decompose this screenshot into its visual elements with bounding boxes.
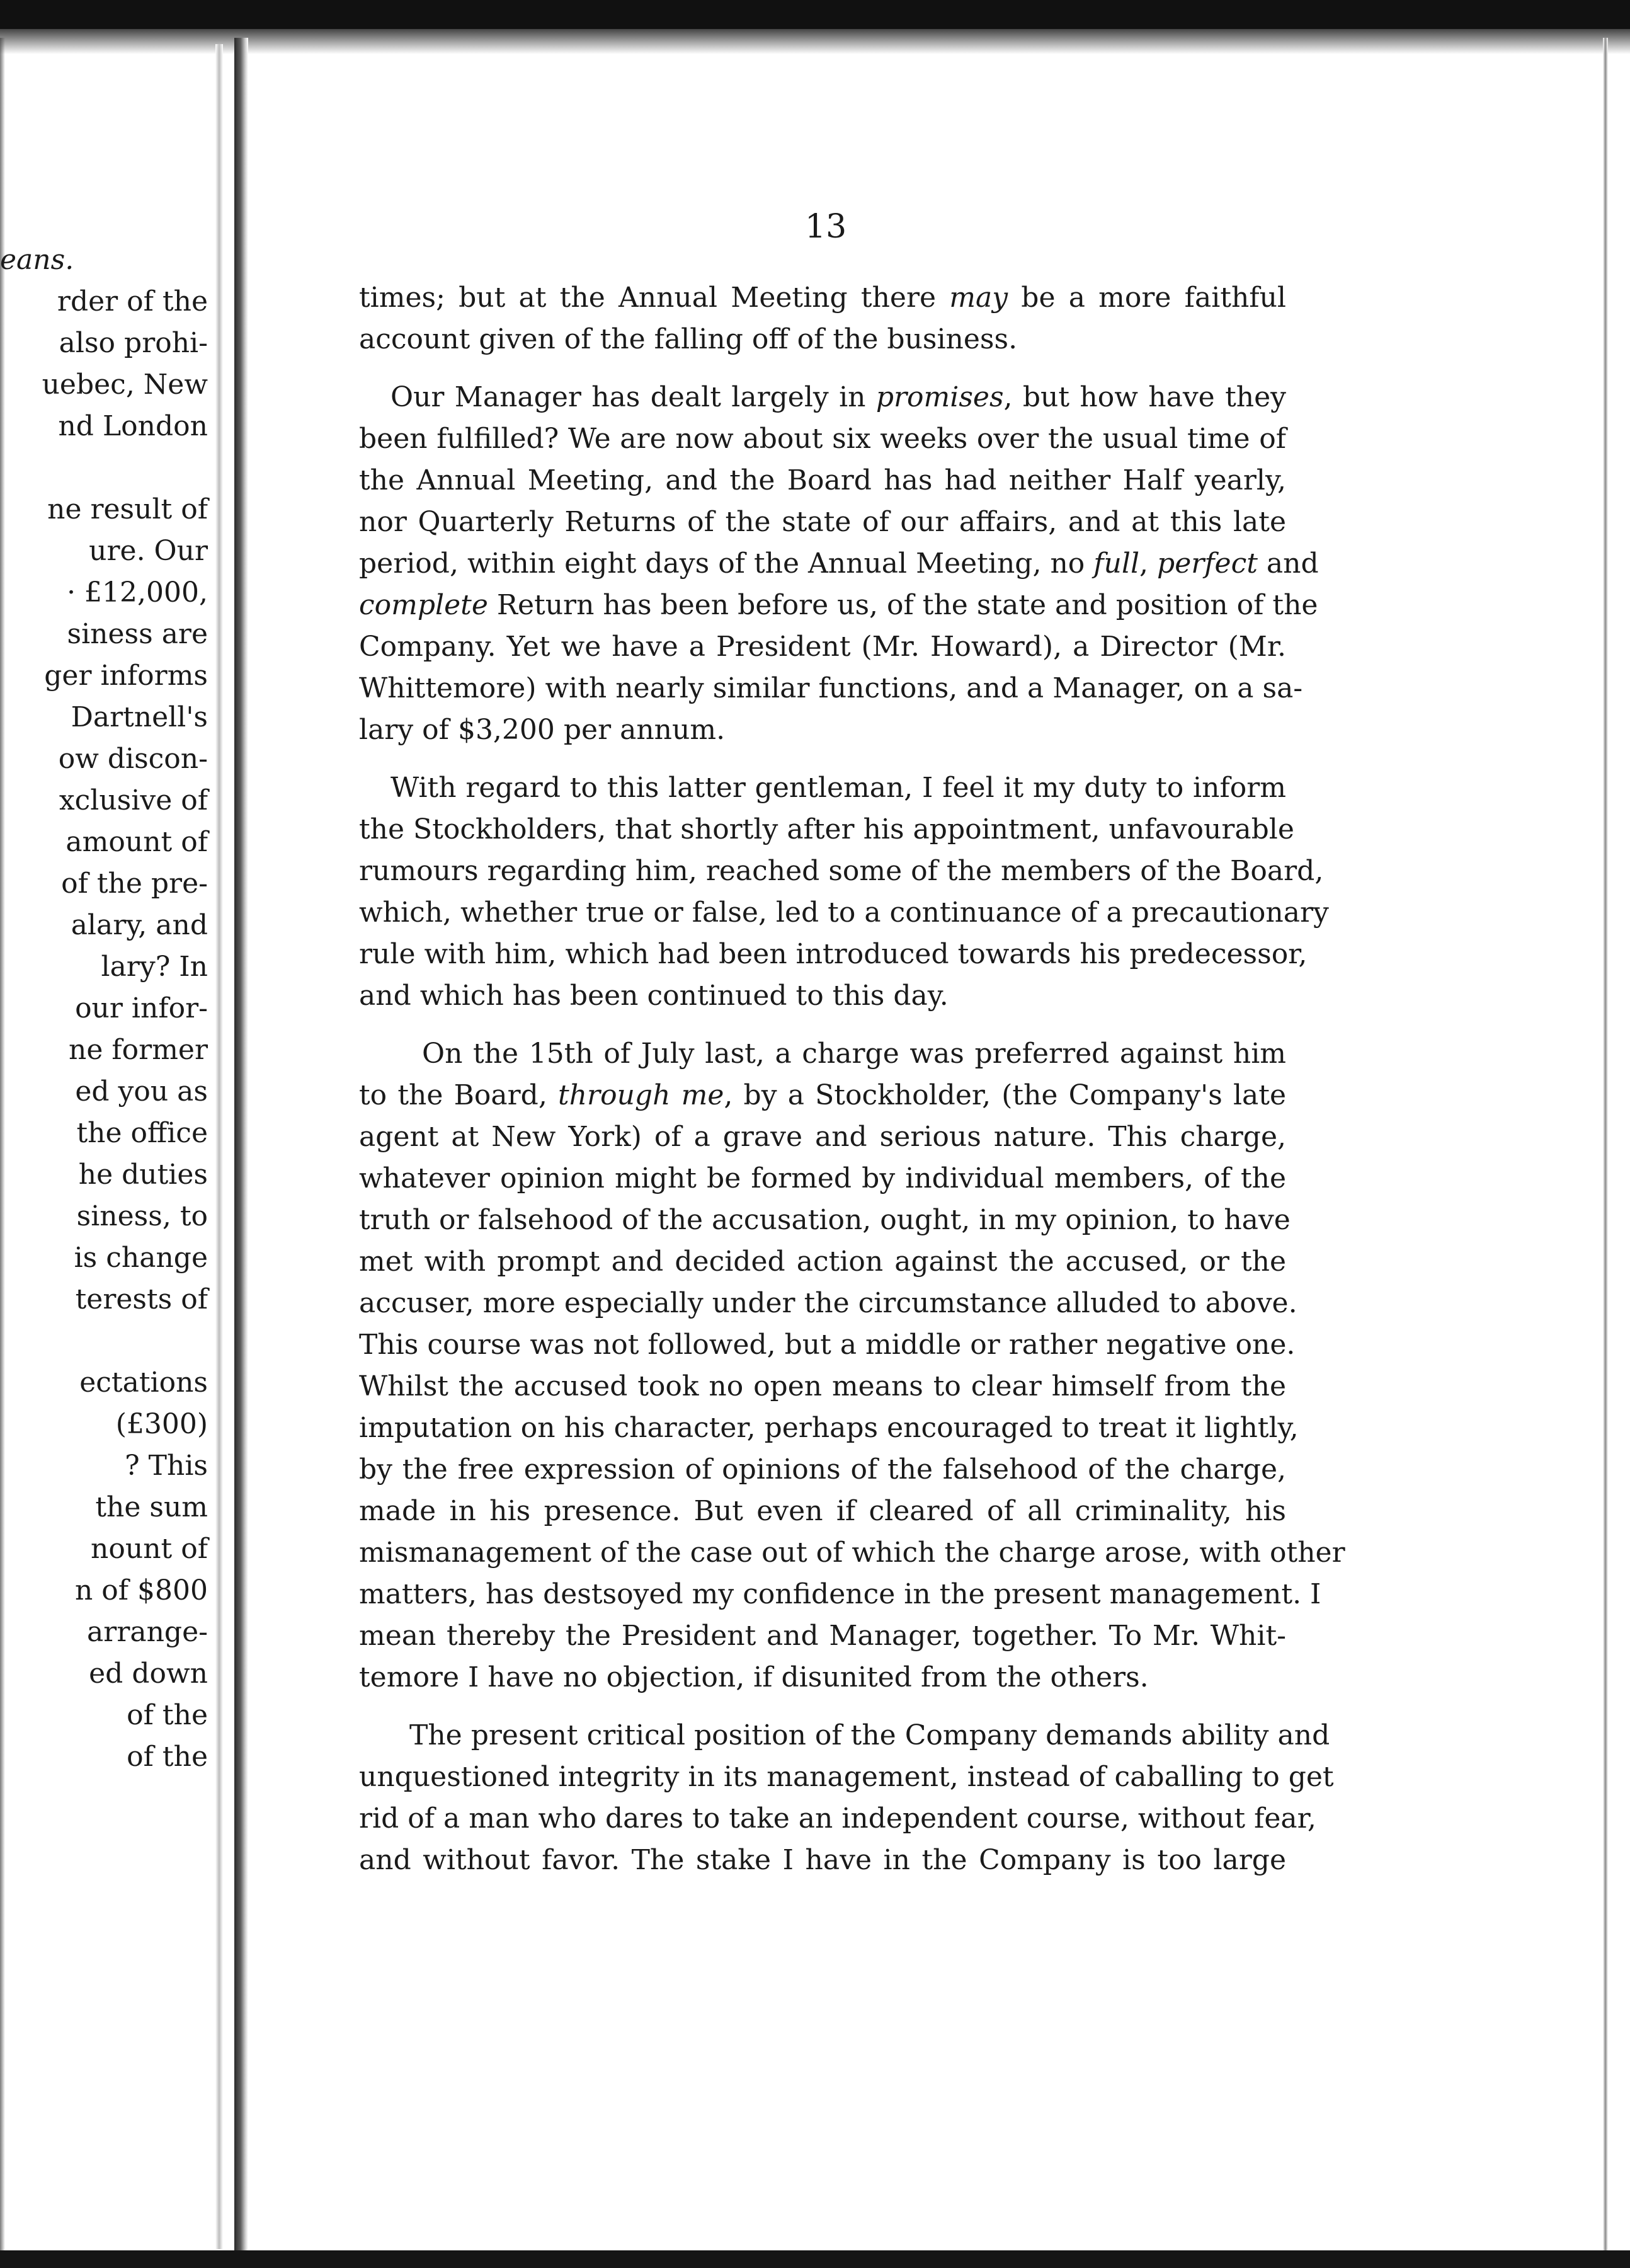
text-span: and without favor. The stake I have in the Company is too large: [359, 1844, 1286, 1876]
facing-page-line: of the: [127, 1699, 208, 1731]
text-line: [359, 934, 1308, 975]
text-line: [359, 709, 1286, 751]
text-line: [359, 460, 1286, 501]
text-span: account given of the falling off of the business.: [359, 323, 1018, 355]
text-line: [359, 1366, 1286, 1407]
text-span: temore I have no objection, if disunited from the others.: [359, 1661, 1149, 1693]
facing-page-line: xclusive of: [59, 784, 208, 816]
text-line: [359, 1657, 1286, 1698]
facing-page-line: amount of: [66, 826, 208, 858]
text-line: [359, 1532, 1345, 1574]
text-span: Whittemore) with nearly similar functions, and a Manager, on a sa-: [359, 672, 1303, 704]
facing-page-line: is change: [74, 1242, 208, 1274]
text-span: nor Quarterly Returns of the state of our affairs, and at this late: [359, 506, 1286, 538]
page-number: 13: [805, 208, 847, 246]
text-line: [359, 1574, 1321, 1615]
text-span: the Annual Meeting, and the Board has had neither Half yearly,: [359, 464, 1286, 496]
text-span: by the free expression of opinions of the falsehood of the charge,: [359, 1453, 1286, 1486]
text-line: [359, 1241, 1286, 1283]
scan-top-edge: [0, 0, 1630, 29]
text-line: [359, 1075, 1286, 1116]
text-line: [359, 668, 1303, 709]
text-span: accuser, more especially under the circumstance alluded to above.: [359, 1287, 1297, 1319]
text-span: and which has been continued to this day.: [359, 980, 949, 1012]
text-span: and: [1257, 547, 1319, 580]
facing-page-line: Dartnell's: [71, 701, 208, 733]
text-span: rule with him, which had been introduced towards his predecessor,: [359, 938, 1308, 970]
facing-page-line: ure. Our: [89, 535, 208, 567]
text-span: made in his presence. But even if cleared of all criminality, his: [359, 1495, 1286, 1527]
text-line: [359, 319, 1286, 360]
text-span: mean thereby the President and Manager, together. To Mr. Whit-: [359, 1620, 1286, 1652]
text-line: [359, 1798, 1316, 1840]
facing-page-line: ed you as: [75, 1075, 208, 1108]
text-span: mismanagement of the case out of which the charge arose, with other: [359, 1537, 1345, 1569]
text-span: , but how have they: [1003, 381, 1286, 413]
scan-left-edge: [0, 38, 5, 2262]
text-line: [422, 1033, 1286, 1075]
text-line: [359, 277, 1286, 319]
text-span: times; but at the Annual Meeting there: [359, 282, 950, 314]
scan-right-edge: [1603, 38, 1608, 2262]
facing-page-line: ne former: [69, 1034, 208, 1066]
text-span: promises: [875, 381, 1004, 413]
text-span: complete: [359, 589, 488, 621]
text-line: [359, 850, 1324, 892]
text-span: ,: [1139, 547, 1158, 580]
facing-page-line: nount of: [91, 1533, 208, 1565]
text-line: [359, 543, 1319, 585]
text-line: [359, 1324, 1296, 1366]
facing-page-line: nd London: [58, 410, 208, 442]
facing-page-line: n of $800: [74, 1574, 208, 1606]
text-span: This course was not followed, but a middle or rather negative one.: [359, 1329, 1296, 1361]
text-span: whatever opinion might be formed by individual members, of the: [359, 1162, 1286, 1194]
text-line: [359, 892, 1329, 934]
text-line: [359, 1615, 1286, 1657]
text-span: truth or falsehood of the accusation, ought, in my opinion, to have: [359, 1204, 1291, 1236]
text-line: [359, 1407, 1299, 1449]
text-line: [359, 809, 1294, 850]
text-span: imputation on his character, perhaps encouraged to treat it lightly,: [359, 1412, 1299, 1444]
facing-page-line: uebec, New: [42, 369, 208, 401]
book-gutter-fold: [215, 44, 223, 2249]
text-line: [359, 1158, 1286, 1200]
facing-page-line: rder of the: [57, 285, 208, 318]
text-line: [359, 418, 1286, 460]
text-span: matters, has destsoyed my confidence in the present management. I: [359, 1578, 1321, 1610]
text-span: through me: [558, 1079, 724, 1111]
scan-bottom-edge: [0, 2250, 1630, 2268]
text-span: perfect: [1157, 547, 1258, 580]
text-line: [359, 1283, 1297, 1324]
text-span: Company. Yet we have a President (Mr. Howard), a Director (Mr.: [359, 631, 1286, 663]
text-span: been fulfilled? We are now about six weeks over the usual time of: [359, 423, 1286, 455]
facing-page-line: (£300): [115, 1408, 208, 1440]
text-line: [359, 1449, 1286, 1491]
text-span: to the Board,: [359, 1079, 559, 1111]
facing-page-line: · £12,000,: [67, 576, 208, 609]
text-line: [409, 1715, 1330, 1756]
text-span: rumours regarding him, reached some of the members of the Board,: [359, 855, 1324, 887]
text-span: , by a Stockholder, (the Company's late: [724, 1079, 1286, 1111]
book-gutter: [234, 38, 248, 2262]
facing-page-line: the office: [76, 1117, 208, 1149]
text-line: [359, 1491, 1286, 1532]
facing-page-line: ger informs: [44, 660, 208, 692]
text-span: full: [1093, 547, 1140, 580]
facing-page-line: siness, to: [76, 1200, 208, 1232]
text-line: [359, 585, 1318, 626]
text-line: [359, 1116, 1286, 1158]
facing-page-line: eans.: [0, 244, 74, 276]
text-span: period, within eight days of the Annual Meeting, no: [359, 547, 1094, 580]
facing-page-line: siness are: [67, 618, 208, 650]
text-span: be a more faithful: [1008, 282, 1286, 314]
facing-page-line: ne result of: [47, 493, 208, 525]
text-span: met with prompt and decided action against the accused, or the: [359, 1246, 1286, 1278]
text-span: the Stockholders, that shortly after his appointment, unfavourable: [359, 813, 1294, 845]
facing-page-line: he duties: [78, 1159, 208, 1191]
facing-page-line: ? This: [125, 1450, 208, 1482]
text-line: [359, 1756, 1334, 1798]
facing-page-line: the sum: [95, 1491, 208, 1523]
facing-page-line: ed down: [89, 1658, 208, 1690]
text-span: may: [949, 282, 1008, 314]
text-span: With regard to this latter gentleman, I feel it my duty to inform: [390, 772, 1286, 804]
text-span: rid of a man who dares to take an independent course, without fear,: [359, 1802, 1316, 1835]
text-span: Whilst the accused took no open means to clear himself from the: [359, 1370, 1286, 1402]
facing-page-line: ectations: [79, 1366, 208, 1399]
facing-page-line: terests of: [75, 1283, 208, 1315]
text-span: lary of $3,200 per annum.: [359, 714, 726, 746]
text-line: [390, 377, 1286, 418]
text-span: agent at New York) of a grave and serious nature. This charge,: [359, 1121, 1286, 1153]
text-line: [359, 1200, 1291, 1241]
text-span: The present critical position of the Company demands ability and: [409, 1719, 1330, 1751]
facing-page-line: of the: [127, 1741, 208, 1773]
facing-page-line: of the pre-: [61, 868, 208, 900]
facing-page-line: our infor-: [75, 992, 208, 1024]
text-span: Return has been before us, of the state and position of the: [487, 589, 1318, 621]
text-line: [359, 1840, 1286, 1881]
text-line: [359, 501, 1286, 543]
text-span: unquestioned integrity in its management, instead of caballing to get: [359, 1761, 1334, 1793]
text-span: which, whether true or false, led to a continuance of a precautionary: [359, 896, 1329, 929]
text-line: [359, 975, 1286, 1017]
text-span: Our Manager has dealt largely in: [390, 381, 876, 413]
facing-page-line: alary, and: [71, 909, 208, 941]
text-line: [359, 626, 1286, 668]
text-span: On the 15th of July last, a charge was preferred against him: [422, 1038, 1286, 1070]
facing-page-line: ow discon-: [58, 743, 208, 775]
text-line: [390, 767, 1286, 809]
facing-page-line: arrange-: [87, 1616, 208, 1648]
facing-page-line: also prohi-: [59, 327, 208, 359]
facing-page-line: lary? In: [101, 951, 208, 983]
